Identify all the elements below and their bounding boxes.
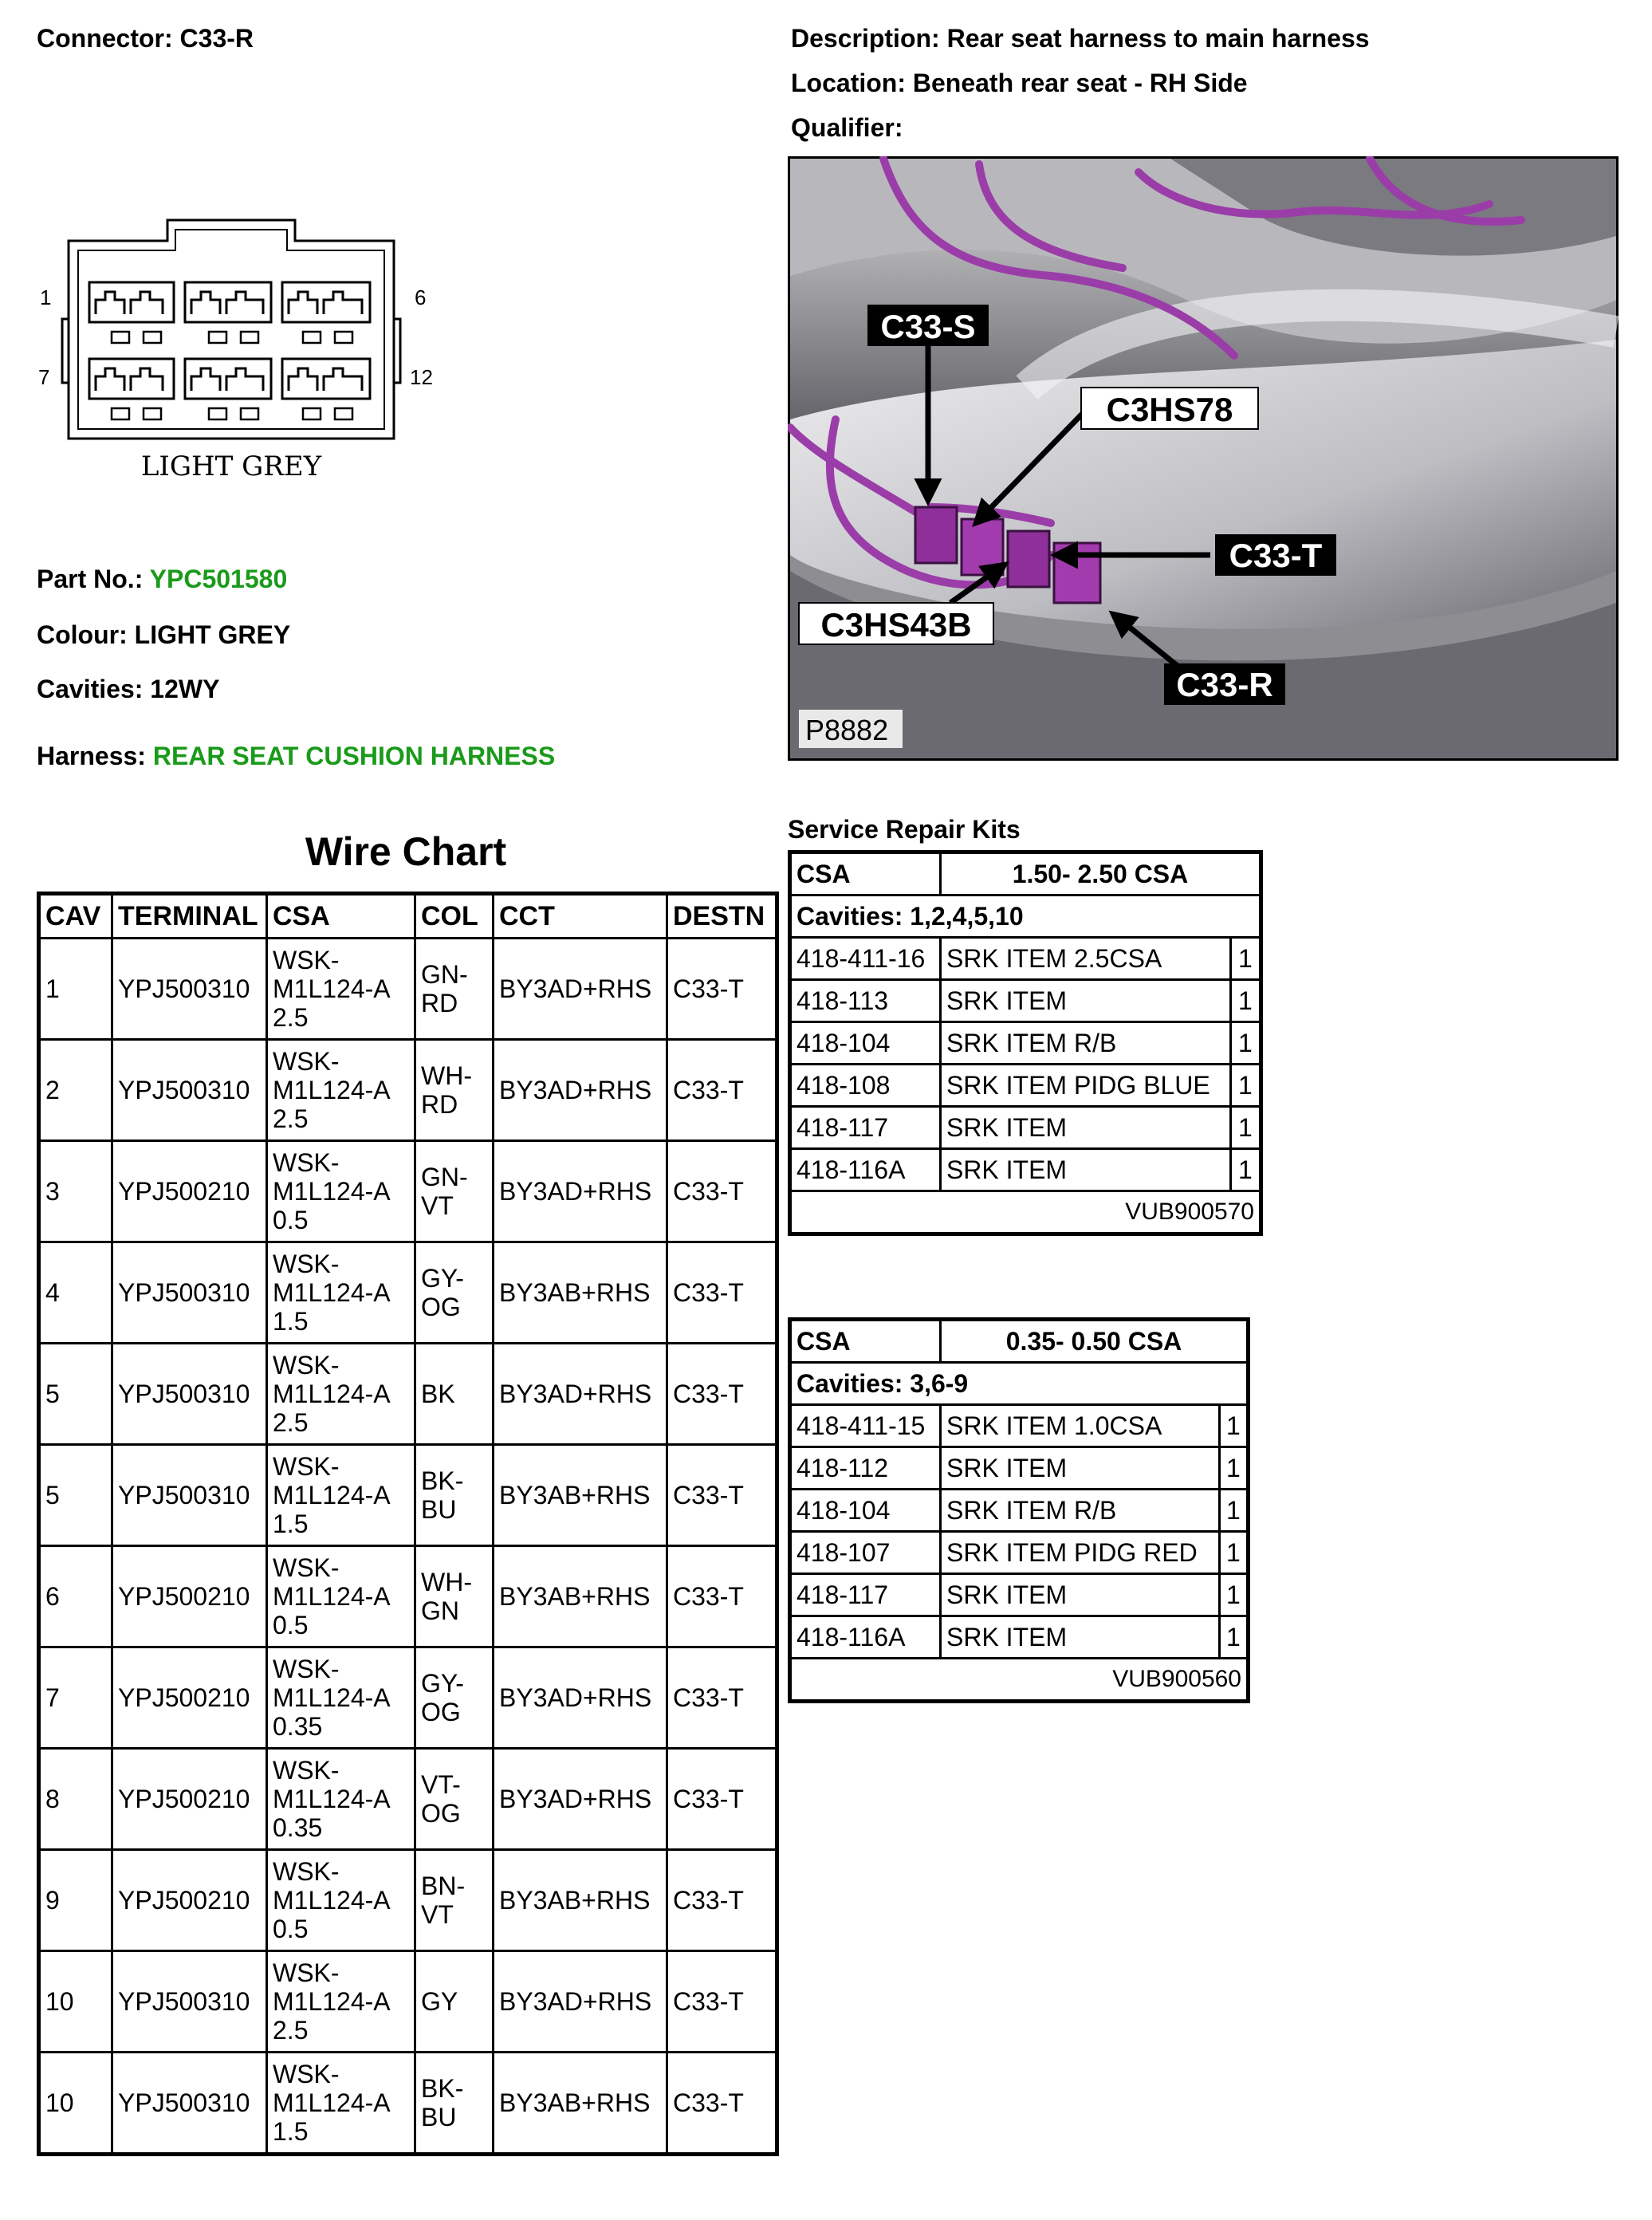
kit-csa-range: 0.35- 0.50 CSA — [940, 1320, 1248, 1363]
cell-csa: WSK-M1L124-A 2.5 — [267, 1040, 415, 1141]
cell-terminal: YPJ500210 — [112, 1647, 267, 1749]
location-line — [791, 67, 1248, 99]
pin-label-6: 6 — [415, 285, 427, 309]
kit-item-part-no: 418-116A — [790, 1616, 941, 1659]
cell-destn: C33-T — [667, 1344, 777, 1445]
cell-cav: 5 — [39, 1344, 112, 1445]
cell-col: BN-VT — [415, 1850, 494, 1951]
cell-cct: BY3AD+RHS — [494, 1344, 667, 1445]
location-illustration — [788, 156, 1619, 761]
cell-csa: WSK-M1L124-A 2.5 — [267, 1951, 415, 2053]
cell-csa: WSK-M1L124-A 2.5 — [267, 939, 415, 1040]
kit-item-description: SRK ITEM R/B — [940, 1022, 1230, 1065]
connector-drawing-label: LIGHT GREY — [140, 451, 322, 482]
colour-label: Colour: — [37, 620, 128, 649]
kit-item-qty: 1 — [1219, 1616, 1248, 1659]
harness-line — [37, 740, 555, 772]
cell-destn: C33-T — [667, 939, 777, 1040]
kit-item-row — [790, 1022, 1261, 1065]
cell-cav: 5 — [39, 1445, 112, 1546]
kit-item-description: SRK ITEM — [940, 1447, 1219, 1490]
cell-destn: C33-T — [667, 1951, 777, 2053]
cell-terminal: YPJ500310 — [112, 1242, 267, 1344]
cell-col: BK-BU — [415, 2053, 494, 2155]
cell-cav: 9 — [39, 1850, 112, 1951]
cell-destn: C33-T — [667, 1242, 777, 1344]
cell-cct: BY3AB+RHS — [494, 1850, 667, 1951]
cell-col: GY-OG — [415, 1647, 494, 1749]
kit-item-description: SRK ITEM — [940, 980, 1230, 1022]
cell-destn: C33-T — [667, 1141, 777, 1242]
connector-id: C33-R — [179, 24, 254, 53]
kit-item-row — [790, 1490, 1249, 1532]
wire-chart-row — [39, 939, 777, 1040]
cell-terminal: YPJ500210 — [112, 1850, 267, 1951]
cell-csa: WSK-M1L124-A 1.5 — [267, 2053, 415, 2155]
part-no-link[interactable]: YPC501580 — [149, 565, 288, 593]
header-terminal: TERMINAL — [112, 894, 267, 939]
qualifier-label: Qualifier: — [791, 113, 903, 142]
kit-item-row — [790, 980, 1261, 1022]
cell-csa: WSK-M1L124-A 0.35 — [267, 1749, 415, 1850]
kit-item-qty: 1 — [1219, 1532, 1248, 1574]
cell-col: VT-OG — [415, 1749, 494, 1850]
wire-chart-row — [39, 1850, 777, 1951]
kit-item-row — [790, 1616, 1249, 1659]
description-value: Rear seat harness to main harness — [946, 24, 1370, 53]
header-cav: CAV — [39, 894, 112, 939]
colour-value: LIGHT GREY — [134, 620, 291, 649]
kit-item-part-no: 418-411-16 — [790, 938, 941, 980]
kit-csa-label: CSA — [790, 1320, 941, 1363]
kit-item-row — [790, 1532, 1249, 1574]
header-destn: DESTN — [667, 894, 777, 939]
service-kits-title: Service Repair Kits — [788, 815, 1021, 844]
cell-cav: 8 — [39, 1749, 112, 1850]
kit-item-row — [790, 938, 1261, 980]
cell-cav: 7 — [39, 1647, 112, 1749]
wire-chart-row — [39, 1344, 777, 1445]
kit-item-part-no: 418-104 — [790, 1022, 941, 1065]
cell-cct: BY3AD+RHS — [494, 1040, 667, 1141]
cell-csa: WSK-M1L124-A 1.5 — [267, 1445, 415, 1546]
kit-item-qty: 1 — [1230, 938, 1261, 980]
cell-terminal: YPJ500310 — [112, 1445, 267, 1546]
kit-item-description: SRK ITEM PIDG BLUE — [940, 1065, 1230, 1107]
cell-cav: 2 — [39, 1040, 112, 1141]
cell-cct: BY3AB+RHS — [494, 2053, 667, 2155]
cell-csa: WSK-M1L124-A 2.5 — [267, 1344, 415, 1445]
wire-chart-row — [39, 1040, 777, 1141]
wire-chart-row — [39, 1647, 777, 1749]
kit-item-part-no: 418-112 — [790, 1447, 941, 1490]
wire-chart-row — [39, 1951, 777, 2053]
part-no-line — [37, 563, 287, 595]
cell-destn: C33-T — [667, 1850, 777, 1951]
description-label: Description: — [791, 24, 940, 53]
kit-item-part-no: 418-116A — [790, 1149, 941, 1191]
cell-cav: 10 — [39, 2053, 112, 2155]
cell-cct: BY3AD+RHS — [494, 939, 667, 1040]
header-cct: CCT — [494, 894, 667, 939]
connector-label: Connector: — [37, 24, 173, 53]
qualifier-line — [791, 112, 903, 144]
figure-id: P8882 — [805, 714, 889, 746]
cell-destn: C33-T — [667, 1749, 777, 1850]
kit-item-description: SRK ITEM 1.0CSA — [940, 1405, 1219, 1447]
cavities-line — [37, 673, 219, 705]
cavities-label: Cavities: — [37, 675, 144, 703]
cell-terminal: YPJ500310 — [112, 1040, 267, 1141]
connector-heading — [37, 22, 254, 54]
kit-item-part-no: 418-117 — [790, 1574, 941, 1616]
callout-c3hs43b: C3HS43B — [820, 606, 972, 644]
repair-kit-table-2 — [788, 1317, 1250, 1703]
kit-item-qty: 1 — [1219, 1405, 1248, 1447]
cell-col: WH-GN — [415, 1546, 494, 1647]
kit-item-description: SRK ITEM 2.5CSA — [940, 938, 1230, 980]
cell-terminal: YPJ500210 — [112, 1546, 267, 1647]
wire-chart-row — [39, 2053, 777, 2155]
cell-cav: 6 — [39, 1546, 112, 1647]
location-label: Location: — [791, 69, 906, 97]
cell-terminal: YPJ500210 — [112, 1749, 267, 1850]
cell-cct: BY3AD+RHS — [494, 1749, 667, 1850]
kit-item-description: SRK ITEM — [940, 1574, 1219, 1616]
kit-item-row — [790, 1447, 1249, 1490]
wire-chart-row — [39, 1242, 777, 1344]
cell-destn: C33-T — [667, 1040, 777, 1141]
kit-item-part-no: 418-107 — [790, 1532, 941, 1574]
wire-chart-header-row — [39, 894, 777, 939]
cell-cct: BY3AD+RHS — [494, 1951, 667, 2053]
colour-line — [37, 619, 290, 651]
kit-item-description: SRK ITEM PIDG RED — [940, 1532, 1219, 1574]
cell-destn: C33-T — [667, 1647, 777, 1749]
kit-item-qty: 1 — [1219, 1490, 1248, 1532]
cell-cav: 10 — [39, 1951, 112, 2053]
wire-chart-row — [39, 1445, 777, 1546]
cell-col: GN-VT — [415, 1141, 494, 1242]
callout-c33-s: C33-S — [880, 308, 976, 345]
harness-label: Harness: — [37, 742, 146, 770]
cell-cct: BY3AD+RHS — [494, 1141, 667, 1242]
callout-c33-r: C33-R — [1176, 666, 1273, 703]
kit-item-qty: 1 — [1230, 1107, 1261, 1149]
kit-item-description: SRK ITEM — [940, 1149, 1230, 1191]
kit-item-description: SRK ITEM R/B — [940, 1490, 1219, 1532]
kit-item-part-no: 418-108 — [790, 1065, 941, 1107]
kit-number: VUB900560 — [790, 1659, 1249, 1702]
kit-item-qty: 1 — [1230, 1149, 1261, 1191]
cell-col: GY — [415, 1951, 494, 2053]
cell-col: BK — [415, 1344, 494, 1445]
cell-terminal: YPJ500210 — [112, 1141, 267, 1242]
harness-link[interactable]: REAR SEAT CUSHION HARNESS — [152, 742, 556, 770]
cell-csa: WSK-M1L124-A 0.5 — [267, 1850, 415, 1951]
cavities-value: 12WY — [150, 675, 220, 703]
repair-kit-table-1 — [788, 850, 1263, 1236]
header-col: COL — [415, 894, 494, 939]
cell-terminal: YPJ500310 — [112, 2053, 267, 2155]
cell-cct: BY3AB+RHS — [494, 1445, 667, 1546]
kit-item-row — [790, 1065, 1261, 1107]
kit-cavities: Cavities: 1,2,4,5,10 — [790, 895, 1261, 938]
kit-csa-label: CSA — [790, 852, 941, 895]
kit-item-description: SRK ITEM — [940, 1616, 1219, 1659]
wire-chart-table — [37, 892, 779, 2156]
location-value: Beneath rear seat - RH Side — [912, 69, 1248, 97]
cell-csa: WSK-M1L124-A 0.5 — [267, 1141, 415, 1242]
part-no-label: Part No.: — [37, 565, 144, 593]
wire-chart-row — [39, 1141, 777, 1242]
cell-col: GN-RD — [415, 939, 494, 1040]
cell-terminal: YPJ500310 — [112, 939, 267, 1040]
cell-terminal: YPJ500310 — [112, 1344, 267, 1445]
cell-col: BK-BU — [415, 1445, 494, 1546]
callout-c33-t: C33-T — [1229, 537, 1323, 574]
kit-item-description: SRK ITEM — [940, 1107, 1230, 1149]
cell-csa: WSK-M1L124-A 0.5 — [267, 1546, 415, 1647]
kit-csa-range: 1.50- 2.50 CSA — [940, 852, 1261, 895]
kit-item-qty: 1 — [1230, 980, 1261, 1022]
kit-item-qty: 1 — [1230, 1065, 1261, 1107]
kit-item-part-no: 418-104 — [790, 1490, 941, 1532]
kit-item-row — [790, 1149, 1261, 1191]
header-csa: CSA — [267, 894, 415, 939]
kit-item-part-no: 418-117 — [790, 1107, 941, 1149]
wire-chart-row — [39, 1546, 777, 1647]
cell-destn: C33-T — [667, 2053, 777, 2155]
kit-item-row — [790, 1574, 1249, 1616]
wire-chart-title: Wire Chart — [305, 829, 507, 874]
cell-cav: 1 — [39, 939, 112, 1040]
kit-item-qty: 1 — [1230, 1022, 1261, 1065]
pin-label-1: 1 — [40, 285, 52, 309]
callout-c3hs78: C3HS78 — [1106, 391, 1233, 428]
cell-csa: WSK-M1L124-A 1.5 — [267, 1242, 415, 1344]
cell-col: GY-OG — [415, 1242, 494, 1344]
cell-col: WH-RD — [415, 1040, 494, 1141]
cell-destn: C33-T — [667, 1445, 777, 1546]
wire-chart-row — [39, 1749, 777, 1850]
cell-cct: BY3AB+RHS — [494, 1242, 667, 1344]
kit-item-part-no: 418-113 — [790, 980, 941, 1022]
description-line — [791, 22, 1370, 54]
pin-label-12: 12 — [410, 365, 433, 389]
kit-number: VUB900570 — [790, 1191, 1261, 1234]
cell-cct: BY3AB+RHS — [494, 1546, 667, 1647]
kit-item-qty: 1 — [1219, 1447, 1248, 1490]
cell-cct: BY3AD+RHS — [494, 1647, 667, 1749]
kit-cavities: Cavities: 3,6-9 — [790, 1363, 1249, 1405]
cell-csa: WSK-M1L124-A 0.35 — [267, 1647, 415, 1749]
kit-item-row — [790, 1107, 1261, 1149]
pin-label-7: 7 — [38, 365, 50, 389]
cell-cav: 3 — [39, 1141, 112, 1242]
kit-item-qty: 1 — [1219, 1574, 1248, 1616]
kit-item-row — [790, 1405, 1249, 1447]
cell-destn: C33-T — [667, 1546, 777, 1647]
cell-cav: 4 — [39, 1242, 112, 1344]
connector-face-diagram — [32, 207, 446, 494]
kit-item-part-no: 418-411-15 — [790, 1405, 941, 1447]
cell-terminal: YPJ500310 — [112, 1951, 267, 2053]
